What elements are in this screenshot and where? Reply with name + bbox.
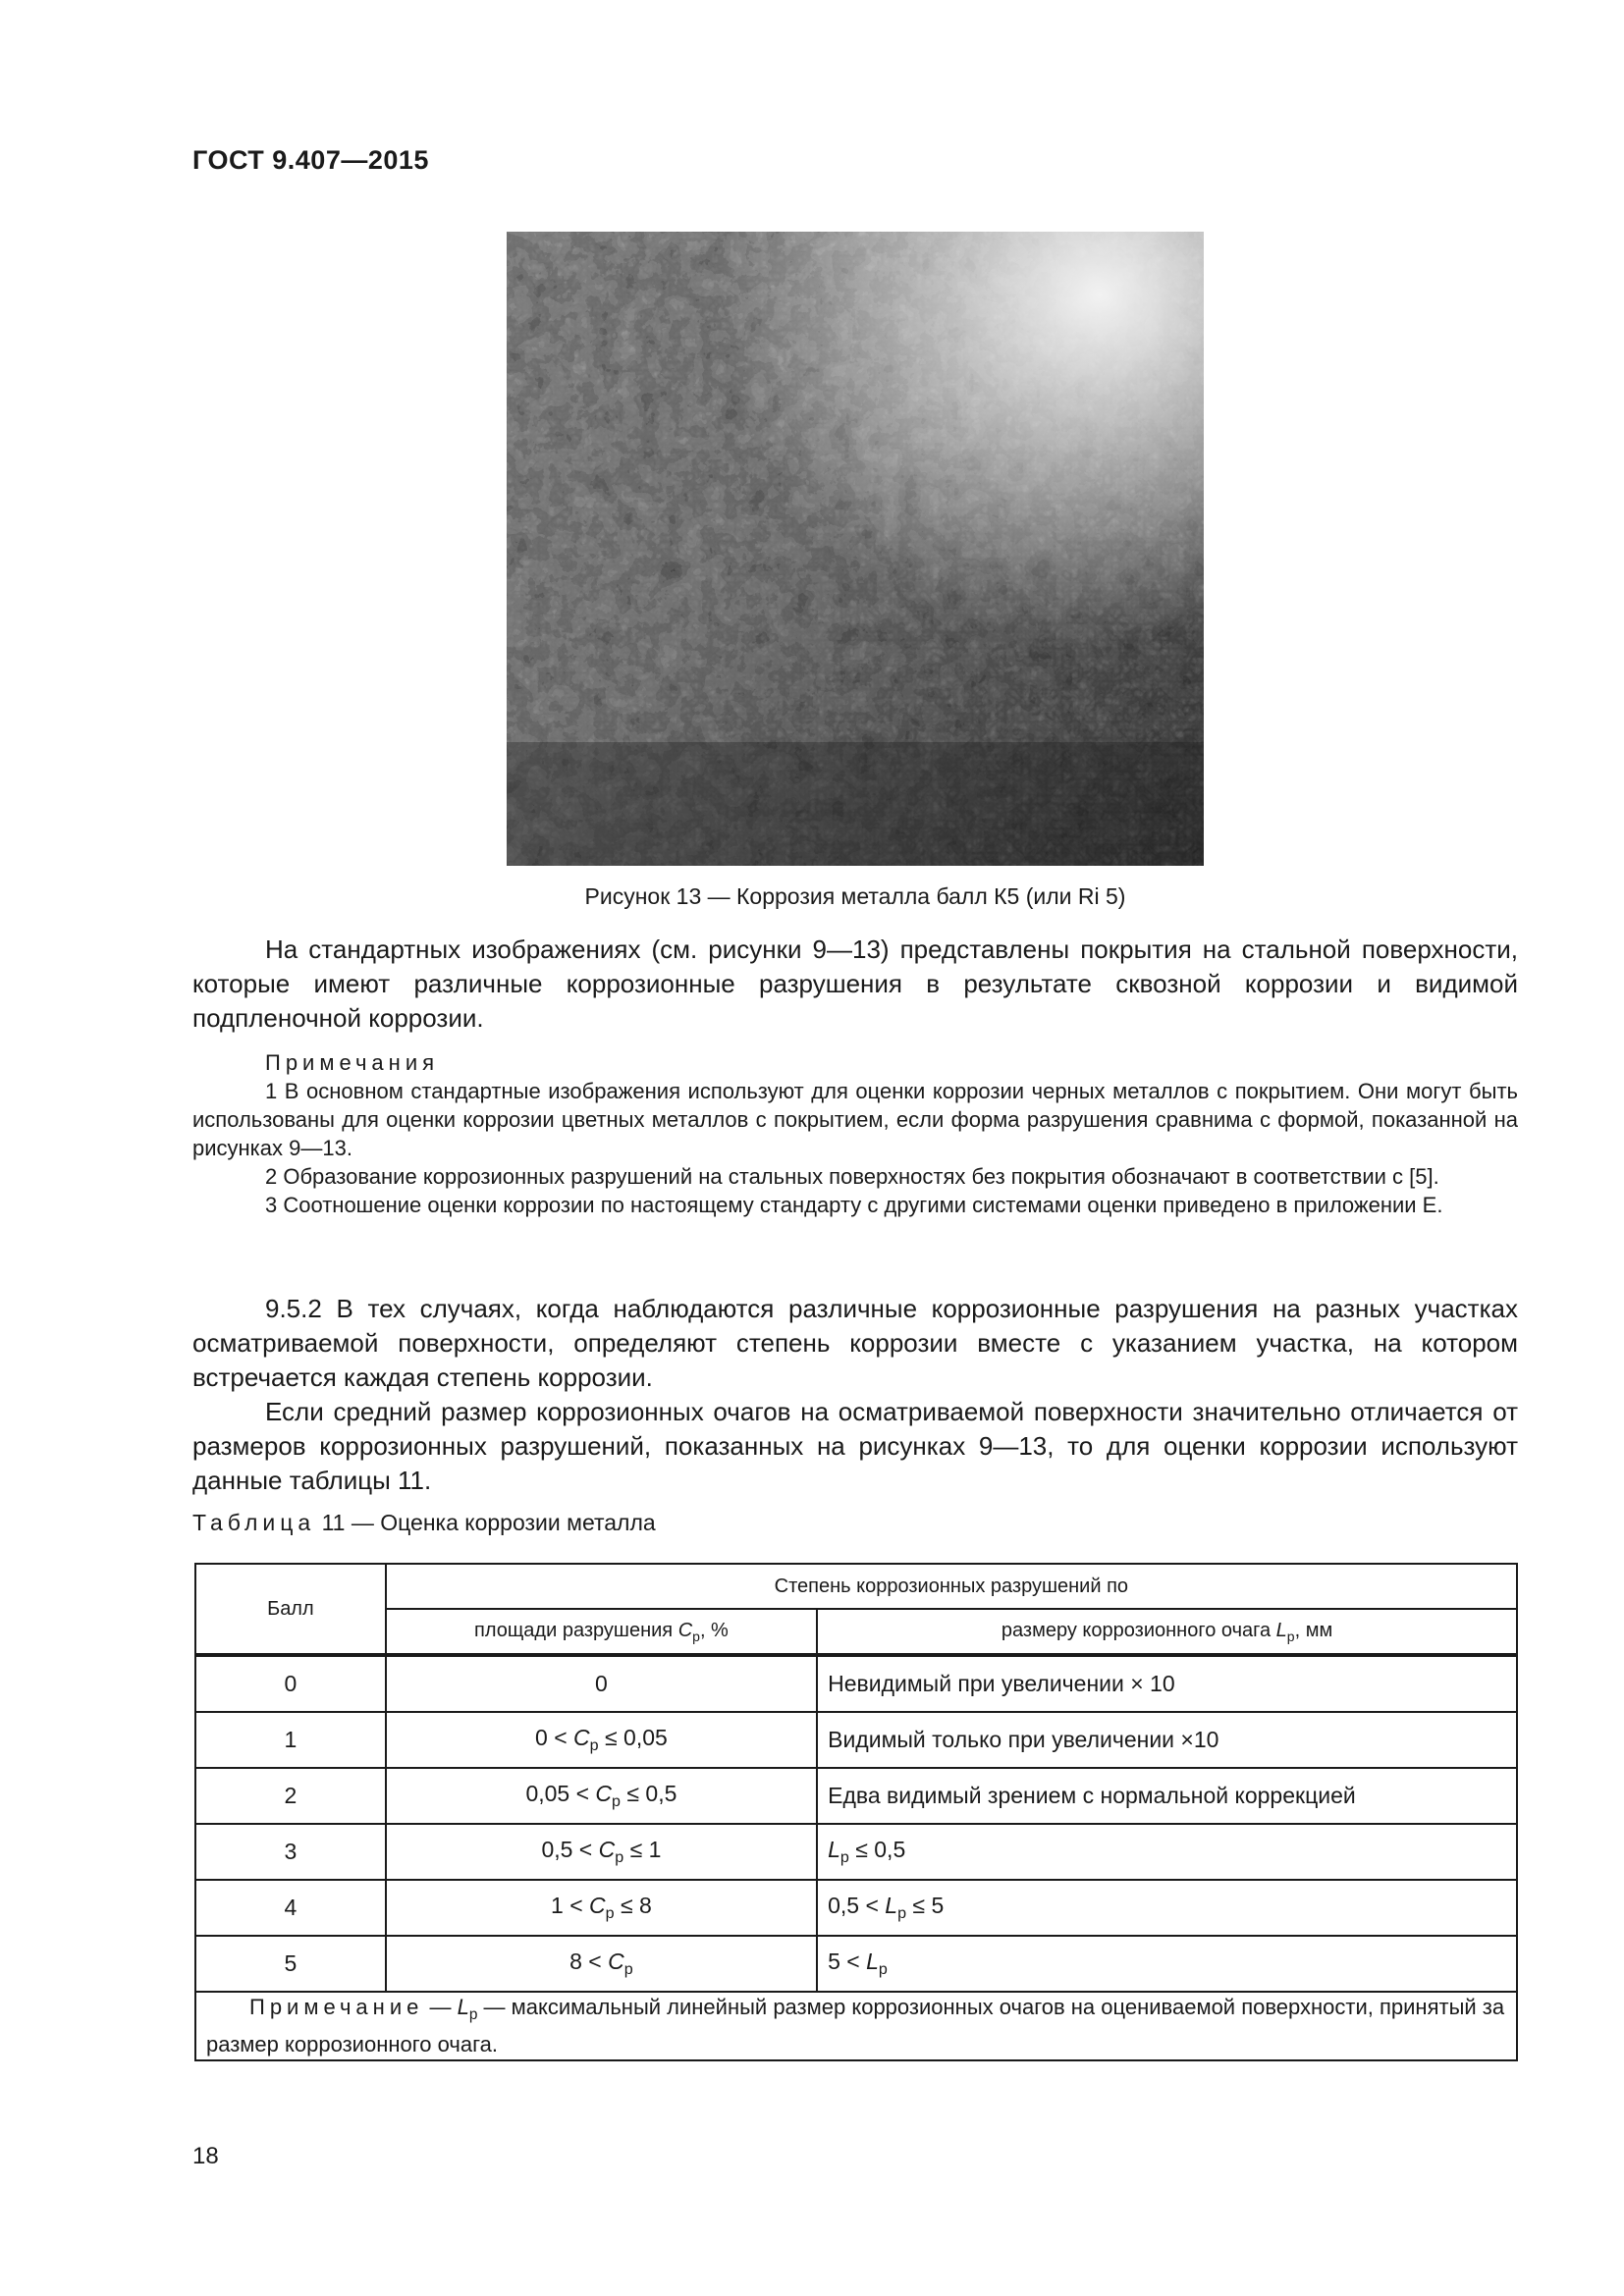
symbol-l: L [828,1837,840,1862]
cell-ball: 4 [195,1880,386,1936]
header-area-text: площади разрушения [474,1619,678,1641]
notes-block [192,1048,1518,1219]
table-note [195,1992,1517,2060]
cell-size: Едва видимый зрением с нормальной коррекцией [817,1768,1517,1824]
symbol-l: L [457,1995,469,2019]
cell-area [386,1936,817,1992]
size-post: ≤ 0,5 [848,1837,906,1862]
table-title-word: Таблица [192,1510,316,1535]
paragraph-9-5-2: 9.5.2 В тех случаях, когда наблюдаются различные коррозионные разрушения на разных участках осматриваемой поверхности, определяют степень коррозии вместе с указанием участка, на котором встречается каждая степень коррозии. [192,1294,1518,1392]
area-pre: 0 < [535,1725,574,1750]
cell-area [386,1768,817,1824]
cell-ball: 2 [195,1768,386,1824]
header-size-text: размеру коррозионного очага [1001,1619,1276,1641]
area-post: ≤ 0,05 [598,1725,668,1750]
subscript-p: р [612,1792,621,1810]
subscript-p: р [692,1628,700,1644]
note-1: 1 В основном стандартные изображения используют для оценки коррозии черных металлов с покрытием. Они могут быть использованы для оценки коррозии цветных металлов с покрытием, если форма разрушения сравнима с формой, показанной на рисунках 9—13. [192,1079,1518,1160]
figure-caption: Рисунок 13 — Коррозия металла балл К5 (или Ri 5) [584,883,1126,909]
area-pre: 0,5 < [541,1837,599,1862]
symbol-c: C [573,1725,590,1750]
table-title-rest: 11 — Оценка коррозии металла [315,1510,656,1535]
corrosion-table [194,1563,1518,2061]
symbol-c: C [589,1893,606,1918]
cell-size [817,1936,1517,1992]
note-dash: — [423,1995,458,2019]
table-note-row [195,1992,1517,2060]
cell-size: Видимый только при увеличении ×10 [817,1712,1517,1768]
area-pre: 0,05 < [525,1781,596,1806]
symbol-c: C [677,1619,693,1641]
size-post: ≤ 5 [906,1893,945,1918]
table-row [195,1880,1517,1936]
cell-area [386,1824,817,1880]
header-area [386,1609,817,1655]
subscript-p: р [623,1960,633,1978]
header-size [817,1609,1517,1655]
area-pre: 1 < [551,1893,590,1918]
header-area-unit: , % [699,1619,729,1641]
document-header: ГОСТ 9.407—2015 [192,145,429,175]
size-pre: 0,5 < [828,1893,886,1918]
subscript-p: р [1286,1628,1295,1644]
cell-ball: 1 [195,1712,386,1768]
symbol-c: C [595,1781,613,1806]
cell-ball: 3 [195,1824,386,1880]
note-3: 3 Соотношение оценки коррозии по настоящему стандарту с другими системами оценки приведено в приложении Е. [265,1193,1443,1217]
paragraph-standard-images [192,933,1518,1036]
subscript-p: р [605,1904,615,1922]
cell-area [386,1712,817,1768]
notes-title [192,1048,1518,1077]
page-number: 18 [192,2143,219,2169]
table-row [195,1936,1517,1992]
cell-area: 0 [386,1655,817,1712]
table-row [195,1824,1517,1880]
notes-title-text: Примечания [265,1050,440,1075]
area-post: ≤ 0,5 [621,1781,677,1806]
table-row [195,1712,1517,1768]
corrosion-texture-image [507,232,1204,866]
cell-size [817,1880,1517,1936]
symbol-l: L [885,1893,898,1918]
symbol-c: C [598,1837,616,1862]
subscript-p: р [615,1848,624,1866]
table-row [195,1655,1517,1712]
subscript-p: р [468,2006,478,2023]
symbol-l: L [866,1949,879,1974]
area-pre: 8 < [569,1949,609,1974]
note-word: Примечание [249,1995,424,2019]
note-text: — максимальный линейный размер коррозионных очагов на оцениваемой поверхности, принятый за размер коррозионного очага. [206,1995,1505,2056]
table-title [192,1510,656,1536]
table-row [195,1768,1517,1824]
header-group: Степень коррозионных разрушений по [386,1564,1517,1609]
subscript-p: р [839,1848,849,1866]
paragraph-text: На стандартных изображениях (см. рисунки 9—13) представлены покрытия на стальной поверхности, которые имеют различные коррозионные разрушения в результате сквозной коррозии и видимой подпленочной коррозии. [192,934,1518,1033]
header-ball: Балл [195,1564,386,1655]
symbol-l: L [1275,1619,1287,1641]
area-post: ≤ 8 [614,1893,652,1918]
size-pre: 5 < [828,1949,867,1974]
cell-ball: 5 [195,1936,386,1992]
subscript-p: р [878,1960,888,1978]
subscript-p: р [589,1736,599,1754]
area-post: ≤ 1 [623,1837,662,1862]
cell-ball: 0 [195,1655,386,1712]
header-size-unit: , мм [1294,1619,1333,1641]
symbol-c: C [608,1949,624,1974]
cell-area [386,1880,817,1936]
note-2: 2 Образование коррозионных разрушений на стальных поверхностях без покрытия обозначают в соответствии с [5]. [265,1164,1439,1189]
subscript-p: р [897,1904,907,1922]
paragraph-table-reference: Если средний размер коррозионных очагов на осматриваемой поверхности значительно отличается от размеров коррозионных разрушений, показанных на рисунках 9—13, то для оценки коррозии используют данные таблицы 11. [192,1397,1518,1495]
cell-size [817,1824,1517,1880]
corrosion-photo [507,232,1204,866]
cell-size: Невидимый при увеличении × 10 [817,1655,1517,1712]
section-9-5-2 [192,1292,1518,1498]
